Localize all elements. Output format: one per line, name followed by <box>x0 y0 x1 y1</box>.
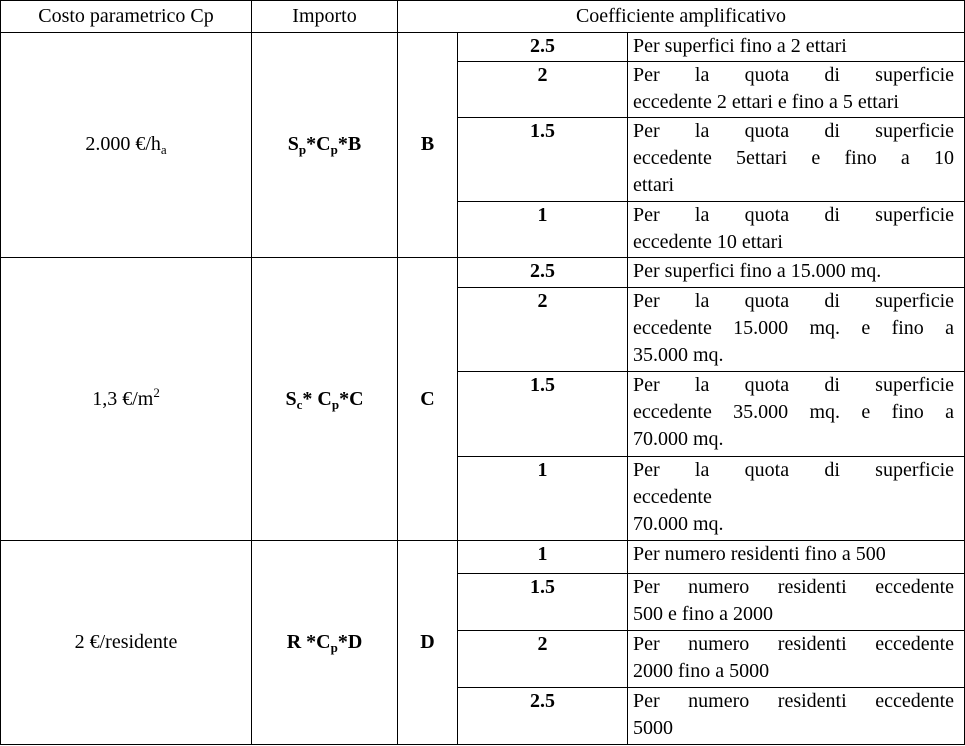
coefficient-description <box>628 687 965 744</box>
formula-term: * C <box>302 387 332 410</box>
table-row <box>1 541 965 574</box>
description-line: Per numero residenti fino a 500 <box>633 543 886 566</box>
description-line: 5000 <box>633 716 673 739</box>
table-body <box>1 33 965 745</box>
description-line: Per numero residenti eccedente <box>633 689 955 712</box>
cost-cell <box>1 33 252 258</box>
header-amount: Importo <box>252 1 398 33</box>
description-line: Per la quota di superficie <box>633 374 955 397</box>
formula-subscript: c <box>296 396 303 412</box>
table-row <box>1 257 965 287</box>
coefficient-value: 1 <box>458 541 628 574</box>
cost-value: 2.000 €/h <box>85 133 161 156</box>
description-line: Per numero residenti eccedente <box>633 576 955 599</box>
formula-term: *C <box>306 133 331 156</box>
formula-term: S <box>287 133 299 156</box>
description-line: Per la quota di superficie <box>633 203 955 226</box>
coefficient-value: 1 <box>458 456 628 540</box>
description-line: Per superfici fino a 15.000 mq. <box>633 259 882 282</box>
cost-value: 2 €/residente <box>74 631 178 654</box>
coefficient-value: 1.5 <box>458 118 628 201</box>
coefficient-description <box>628 574 965 631</box>
coefficient-description <box>628 456 965 540</box>
coefficient-description <box>628 33 965 62</box>
cost-cell <box>1 541 252 745</box>
description-line: Per superfici fino a 2 ettari <box>633 35 847 57</box>
coefficient-value: 2 <box>458 288 628 372</box>
description-line: Per la quota di superficie <box>633 290 955 313</box>
coefficient-description <box>628 541 965 574</box>
formula-term: *B <box>337 133 362 156</box>
formula-subscript: p <box>331 396 340 412</box>
description-line: 70.000 mq. <box>633 428 724 451</box>
description-line: Per la quota di superficie <box>633 458 955 481</box>
cost-cell <box>1 257 252 540</box>
description-line: eccedente <box>633 485 712 508</box>
cost-unit-superscript: 2 <box>153 384 160 400</box>
description-line: ettari <box>633 174 675 197</box>
coefficient-description <box>628 257 965 287</box>
description-line: 500 e fino a 2000 <box>633 603 773 626</box>
description-line: eccedente 15.000 mq. e fino a <box>633 317 955 340</box>
coefficient-value: 2.5 <box>458 687 628 744</box>
formula-term: R *C <box>286 631 331 654</box>
formula-term: S <box>285 387 297 410</box>
coefficient-value: 1.5 <box>458 574 628 631</box>
formula-term: *D <box>337 631 363 654</box>
header-row <box>1 1 965 33</box>
formula-term: *C <box>339 387 364 410</box>
description-line: Per la quota di superficie <box>633 64 955 87</box>
header-coefficient: Coefficiente amplificativo <box>398 1 965 33</box>
description-line: Per la quota di superficie <box>633 120 955 143</box>
cost-value: 1,3 €/m <box>92 387 154 410</box>
formula-subscript: p <box>330 640 338 656</box>
description-line: eccedente 35.000 mq. e fino a <box>633 401 955 424</box>
description-line: eccedente 10 ettari <box>633 230 783 253</box>
coefficient-value: 2 <box>458 631 628 687</box>
coefficient-letter: C <box>398 257 458 540</box>
amount-formula-cell <box>252 257 398 540</box>
coefficient-letter: B <box>398 33 458 258</box>
amount-formula-cell <box>252 541 398 745</box>
coefficient-value: 2 <box>458 62 628 118</box>
formula-subscript: p <box>298 142 307 158</box>
coefficient-value: 2.5 <box>458 257 628 287</box>
coefficient-description <box>628 372 965 456</box>
coefficient-value: 1.5 <box>458 372 628 456</box>
formula-subscript: p <box>330 142 338 158</box>
description-line: Per numero residenti eccedente <box>633 633 955 656</box>
description-line: eccedente 5ettari e fino a 10 <box>633 147 955 170</box>
coefficient-description <box>628 288 965 372</box>
coefficient-description <box>628 201 965 257</box>
description-line: eccedente 2 ettari e fino a 5 ettari <box>633 91 899 114</box>
description-line: 35.000 mq. <box>633 344 724 367</box>
coefficient-value: 2.5 <box>458 33 628 62</box>
coefficient-description <box>628 118 965 201</box>
table-row <box>1 33 965 62</box>
description-line: 70.000 mq. <box>633 512 724 535</box>
cost-unit-subscript: a <box>160 142 167 158</box>
amount-formula-cell <box>252 33 398 258</box>
coefficient-value: 1 <box>458 201 628 257</box>
coefficient-letter: D <box>398 541 458 745</box>
header-cost: Costo parametrico Cp <box>1 1 252 33</box>
description-line: 2000 fino a 5000 <box>633 660 770 683</box>
coefficient-description <box>628 631 965 687</box>
coefficient-description <box>628 62 965 118</box>
